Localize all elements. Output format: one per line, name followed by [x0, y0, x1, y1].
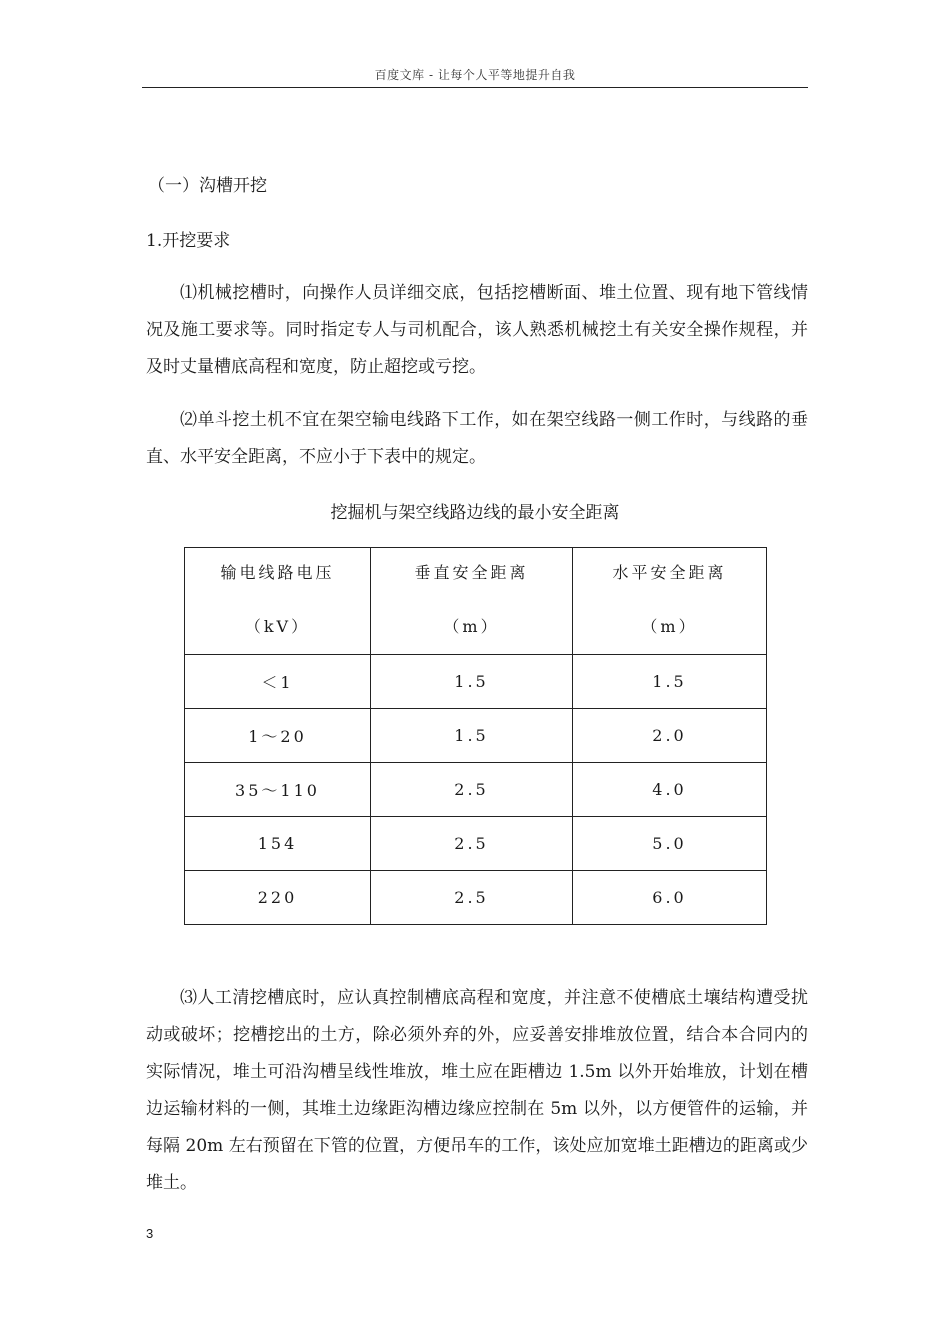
paragraph-1: ⑴机械挖槽时，向操作人员详细交底，包括挖槽断面、堆土位置、现有地下管线情况及施工要求等。同时指定专人与司机配合，该人熟悉机械挖土有关安全操作规程，并及时丈量槽底高程和宽度，防止超挖或亏挖。: [146, 283, 808, 377]
header-divider: [142, 87, 808, 88]
voltage-cell: 154: [185, 817, 371, 871]
header-unit: （kV）: [244, 617, 311, 636]
page-number: 3: [146, 1226, 154, 1241]
table-caption: 挖掘机与架空线路边线的最小安全距离: [330, 503, 620, 523]
vertical-distance-cell: 2.5: [371, 763, 573, 817]
table-header-cell: [573, 548, 767, 655]
horizontal-distance-cell: 4.0: [573, 763, 767, 817]
header-label: 垂直安全距离: [414, 563, 529, 582]
table-row: [185, 871, 767, 925]
voltage-cell: 220: [185, 871, 371, 925]
paragraph-2: ⑵单斗挖土机不宜在架空输电线路下工作，如在架空线路一侧工作时，与线路的垂直、水平安全距离，不应小于下表中的规定。: [146, 410, 808, 467]
table-header-cell: [185, 548, 371, 655]
header-label: 水平安全距离: [612, 563, 727, 582]
table-row: [185, 655, 767, 709]
horizontal-distance-cell: 2.0: [573, 709, 767, 763]
paragraph-3: ⑶人工清挖槽底时，应认真控制槽底高程和宽度，并注意不使槽底土壤结构遭受扰动或破坏；挖槽挖出的土方，除必须外弃的外，应妥善安排堆放位置，结合本合同内的实际情况，堆土可沿沟槽呈线性堆放，堆土应在距槽边 1.5m 以外开始堆放，计划在槽边运输材料的一侧，其堆土边缘距沟槽边缘应控制在 5m 以外，以方便管件的运输，并每隔 20m 左右预留在下管的位置，方便吊车的工作，该处应加宽堆土距槽边的距离或少堆土。: [146, 988, 808, 1193]
table-header-row: [185, 548, 767, 655]
table-row: [185, 709, 767, 763]
vertical-distance-cell: 2.5: [371, 871, 573, 925]
voltage-cell: 1～20: [185, 709, 371, 763]
header-label: 输电线路电压: [220, 563, 335, 582]
voltage-cell: ＜1: [185, 655, 371, 709]
table-row: [185, 817, 767, 871]
table-header-cell: [371, 548, 573, 655]
header-unit: （m）: [443, 617, 500, 636]
vertical-distance-cell: 2.5: [371, 817, 573, 871]
safety-distance-table: [184, 547, 767, 925]
page-header: 百度文库 - 让每个人平等地提升自我: [374, 68, 576, 82]
horizontal-distance-cell: 1.5: [573, 655, 767, 709]
vertical-distance-cell: 1.5: [371, 655, 573, 709]
table-row: [185, 763, 767, 817]
subsection-title: 1.开挖要求: [146, 231, 231, 251]
voltage-cell: 35～110: [185, 763, 371, 817]
vertical-distance-cell: 1.5: [371, 709, 573, 763]
section-title: （一）沟槽开挖: [148, 176, 267, 196]
horizontal-distance-cell: 6.0: [573, 871, 767, 925]
horizontal-distance-cell: 5.0: [573, 817, 767, 871]
header-unit: （m）: [641, 617, 698, 636]
